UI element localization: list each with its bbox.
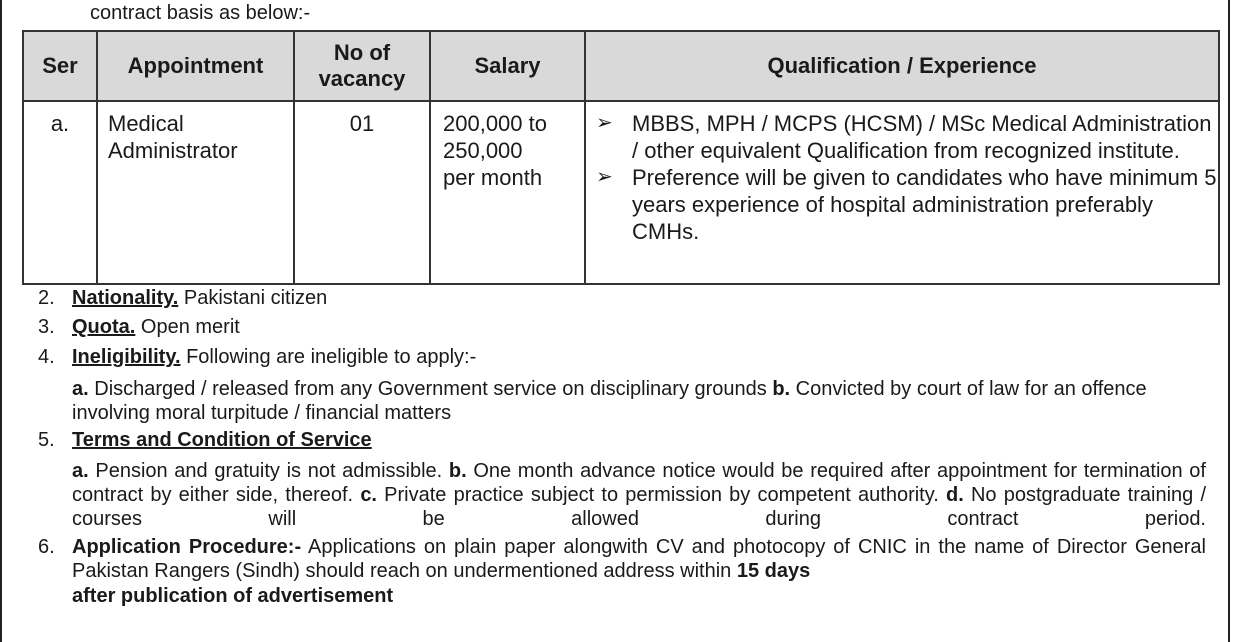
application-body [72, 535, 1206, 583]
header-qualification: Qualification / Experience [585, 31, 1219, 101]
salary-line-3: per month [443, 165, 543, 190]
sub-label: a. [72, 378, 89, 400]
point-number: 6. [38, 536, 55, 558]
point-text: Pakistani citizen [178, 287, 328, 309]
qualification-text: Preference will be given to candidates who have minimum 5 years experience of hospital administration preferably CMHs. [632, 165, 1217, 244]
table-row [23, 101, 1219, 284]
qualification-item [596, 110, 1217, 164]
sub-label: b. [448, 460, 467, 482]
header-vacancy-line-2: vacancy [318, 66, 406, 91]
sub-label: b. [772, 378, 791, 400]
table-header-row [23, 31, 1219, 101]
point-title: Nationality. [72, 287, 179, 309]
header-ser: Ser [23, 31, 97, 101]
salary-line-1: 200,000 to [443, 111, 547, 136]
vacancy-table [22, 30, 1220, 285]
header-salary: Salary [430, 31, 585, 101]
cell-appointment [97, 101, 294, 284]
cell-vacancy: 01 [294, 101, 430, 284]
point-number: 5. [38, 429, 55, 451]
point-text: Open merit [135, 316, 240, 338]
appointment-line-2: Administrator [108, 138, 238, 163]
point-application [38, 535, 1206, 583]
arrow-bullet-icon: ➢ [596, 166, 613, 188]
point-title: Application Procedure:- [72, 536, 302, 558]
cell-ser: a. [23, 101, 97, 284]
intro-text: contract basis as below:- [90, 2, 311, 24]
point-number: 2. [38, 287, 55, 309]
point-nationality [38, 286, 327, 310]
point-bold-tail: 15 days [736, 560, 811, 582]
terms-details [72, 459, 1206, 531]
ineligibility-details [72, 377, 1206, 425]
sub-label: d. [946, 484, 964, 506]
point-title: Ineligibility. [72, 346, 181, 368]
point-ineligibility [38, 345, 476, 369]
point-text: Applications on plain paper alongwith CV and photocopy of CNIC in the name of Director General Pakistan Rangers (Sindh) should reach on undermentioned address within [72, 536, 1206, 582]
qualification-text: MBBS, MPH / MCPS (HCSM) / MSc Medical Administration / other equivalent Qualification from recognized institute. [632, 111, 1212, 163]
qualification-item [596, 164, 1217, 245]
point-number: 4. [38, 346, 55, 368]
point-title: Quota. [72, 316, 136, 338]
point-number: 3. [38, 316, 55, 338]
point-title: Terms and Condition of Service [72, 429, 372, 451]
header-vacancy-line-1: No of [333, 40, 391, 65]
appointment-line-1: Medical [108, 111, 184, 136]
sub-label: a. [72, 460, 89, 482]
sub-text: Private practice subject to permission by competent authority. [377, 484, 946, 506]
header-vacancy [294, 31, 430, 101]
point-text-cut: after publication of advertisement [72, 585, 394, 607]
header-appointment: Appointment [97, 31, 294, 101]
sub-label: c. [360, 484, 377, 506]
cell-salary [430, 101, 585, 284]
point-text: Following are ineligible to apply:- [180, 346, 477, 368]
sub-text: One month advance notice would be required after appointment for termination of contract by either side, thereof. [72, 460, 1206, 506]
sub-text: Discharged / released from any Government service on disciplinary grounds [88, 378, 773, 400]
salary-line-2: 250,000 [443, 138, 523, 163]
arrow-bullet-icon: ➢ [596, 112, 613, 134]
point-quota [38, 315, 240, 339]
point-terms [38, 428, 372, 452]
application-line-3 [72, 584, 393, 608]
sub-text: Pension and gratuity is not admissible. [88, 460, 449, 482]
cell-qualification [585, 101, 1219, 284]
sub-text: No postgraduate training / courses will be allowed during contract period. [72, 484, 1207, 530]
sub-text: Convicted by court of law for an offence involving moral turpitude / financial matters [72, 378, 1147, 424]
